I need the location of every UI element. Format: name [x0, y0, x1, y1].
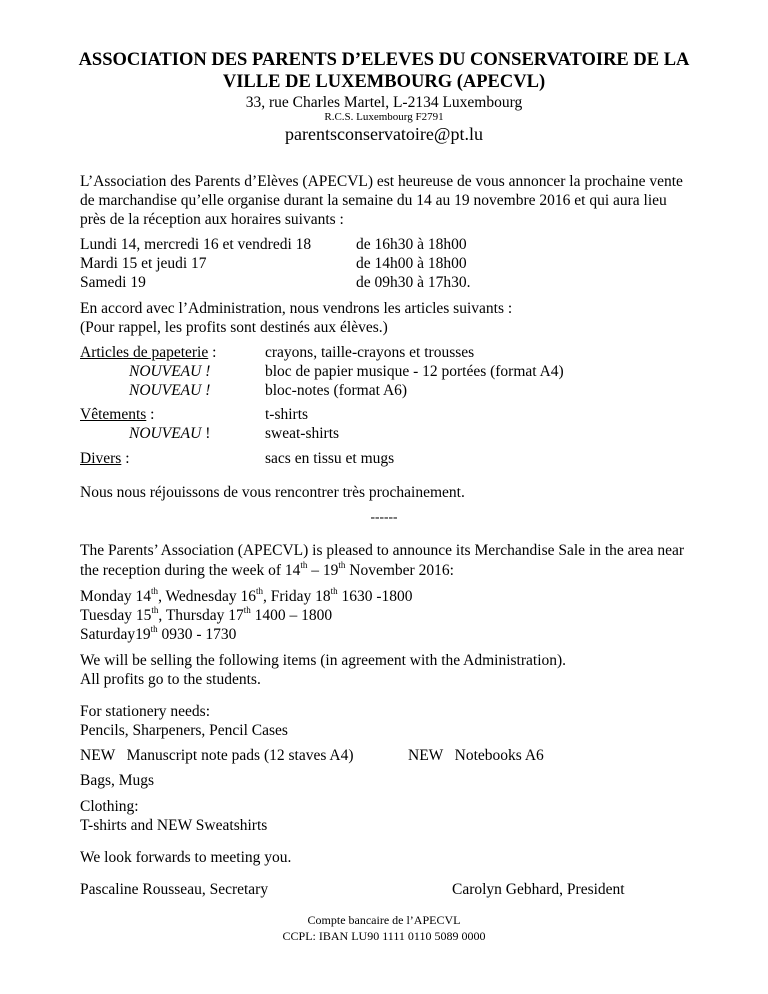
nouveau-label-2: NOUVEAU !	[129, 382, 211, 399]
address: 33, rue Charles Martel, L-2134 Luxembourg	[245, 94, 523, 111]
en-sched1-a: Monday 14	[80, 588, 152, 605]
ordinal-suffix: th	[151, 585, 159, 596]
papeterie-label: Articles de papeterie	[80, 344, 209, 361]
en-intro-text-a: the reception during the week of 14	[80, 562, 301, 579]
footer-bank-line-1: Compte bancaire de l’APECVL	[307, 913, 461, 927]
en-selling-line-2: All profits go to the students.	[80, 671, 261, 688]
en-clothing-items: T-shirts and NEW Sweatshirts	[80, 817, 268, 834]
en-sched1-c: , Friday 18	[262, 588, 331, 605]
ordinal-suffix: th	[151, 604, 159, 615]
divers-item: sacs en tissu et mugs	[265, 450, 395, 467]
divers-label: Divers	[80, 450, 122, 467]
signature-president: Carolyn Gebhard, President	[452, 881, 625, 898]
vetements-label: Vêtements	[80, 406, 147, 423]
vetements-colon: :	[146, 406, 155, 423]
rcs-number: R.C.S. Luxembourg F2791	[324, 111, 444, 123]
papeterie-heading	[80, 343, 216, 362]
en-schedule-line-2	[80, 606, 332, 625]
fr-schedule-days-1: Lundi 14, mercredi 16 et vendredi 18	[80, 236, 312, 253]
en-sched2-b: , Thursday 17	[158, 607, 244, 624]
en-new-notebooks: NEW Notebooks A6	[408, 747, 544, 764]
divers-colon: :	[121, 450, 130, 467]
en-sched1-b: , Wednesday 16	[158, 588, 256, 605]
ordinal-suffix: th	[255, 585, 263, 596]
fr-intro-line-3: près de la réception aux horaires suivants :	[80, 211, 344, 228]
papeterie-item-1: crayons, taille-crayons et trousses	[265, 344, 475, 361]
en-sched3-b: 0930 - 1730	[157, 626, 237, 643]
en-sched2-a: Tuesday 15	[80, 607, 152, 624]
fr-schedule-days-2: Mardi 15 et jeudi 17	[80, 255, 207, 272]
en-stationery-items: Pencils, Sharpeners, Pencil Cases	[80, 722, 288, 739]
en-bags: Bags, Mugs	[80, 772, 155, 789]
en-sched1-d: 1630 -1800	[337, 588, 413, 605]
en-intro-text-b: – 19	[307, 562, 339, 579]
papeterie-item-3: bloc-notes (format A6)	[265, 382, 408, 399]
en-schedule-line-1	[80, 587, 413, 606]
fr-schedule-hours-2: de 14h00 à 18h00	[356, 255, 467, 272]
fr-schedule-hours-1: de 16h30 à 18h00	[356, 236, 467, 253]
title-line-2: VILLE DE LUXEMBOURG (APECVL)	[222, 72, 546, 92]
papeterie-colon: :	[208, 344, 217, 361]
en-intro-text-c: November 2016:	[345, 562, 454, 579]
en-intro-line-2	[80, 561, 454, 580]
ordinal-suffix: th	[330, 585, 338, 596]
en-clothing-heading: Clothing:	[80, 798, 139, 815]
fr-closing: Nous nous réjouissons de vous rencontrer très prochainement.	[80, 484, 465, 501]
en-intro-line-1: The Parents’ Association (APECVL) is pleased to announce its Merchandise Sale in the area near	[80, 542, 685, 559]
nouveau-label-3	[129, 424, 210, 443]
fr-accord-line-2: (Pour rappel, les profits sont destinés aux élèves.)	[80, 319, 388, 336]
en-selling-line-1: We will be selling the following items (in agreement with the Administration).	[80, 652, 567, 669]
signature-secretary: Pascaline Rousseau, Secretary	[80, 881, 269, 898]
vetements-item-1: t-shirts	[265, 406, 309, 423]
en-forwards: We look forwards to meeting you.	[80, 849, 292, 866]
fr-intro-line-2: de marchandise qu’elle organise durant la semaine du 14 au 19 novembre 2016 et qui aura lieu	[80, 192, 667, 209]
ordinal-suffix: th	[338, 559, 346, 570]
vetements-heading	[80, 405, 154, 424]
en-stationery-heading: For stationery needs:	[80, 703, 211, 720]
email-address: parentsconservatoire@pt.lu	[284, 124, 483, 144]
nouveau-label-1: NOUVEAU !	[129, 363, 211, 380]
en-sched3-a: Saturday19	[80, 626, 151, 643]
fr-intro-line-1: L’Association des Parents d’Elèves (APECVL) est heureuse de vous annoncer la prochaine vente	[80, 173, 683, 190]
ordinal-suffix: th	[300, 559, 308, 570]
separator: ------	[370, 509, 398, 524]
fr-accord-line-1: En accord avec l’Administration, nous vendrons les articles suivants :	[80, 300, 513, 317]
fr-schedule-days-3: Samedi 19	[80, 274, 146, 291]
en-new-pads: NEW Manuscript note pads (12 staves A4)	[80, 747, 354, 764]
nouveau-word-3: NOUVEAU	[129, 425, 202, 442]
ordinal-suffix: th	[243, 604, 251, 615]
divers-heading	[80, 449, 130, 468]
en-schedule-line-3	[80, 625, 236, 644]
nouveau-mark-3: !	[201, 425, 211, 442]
title-line-1: ASSOCIATION DES PARENTS D’ELEVES DU CONSERVATOIRE DE LA	[78, 50, 690, 70]
fr-schedule-hours-3: de 09h30 à 17h30.	[356, 274, 471, 291]
vetements-item-2: sweat-shirts	[265, 425, 340, 442]
en-sched2-c: 1400 – 1800	[250, 607, 333, 624]
footer-bank-line-2: CCPL: IBAN LU90 1111 0110 5089 0000	[282, 929, 486, 943]
ordinal-suffix: th	[150, 623, 158, 634]
papeterie-item-2: bloc de papier musique - 12 portées (format A4)	[265, 363, 564, 380]
